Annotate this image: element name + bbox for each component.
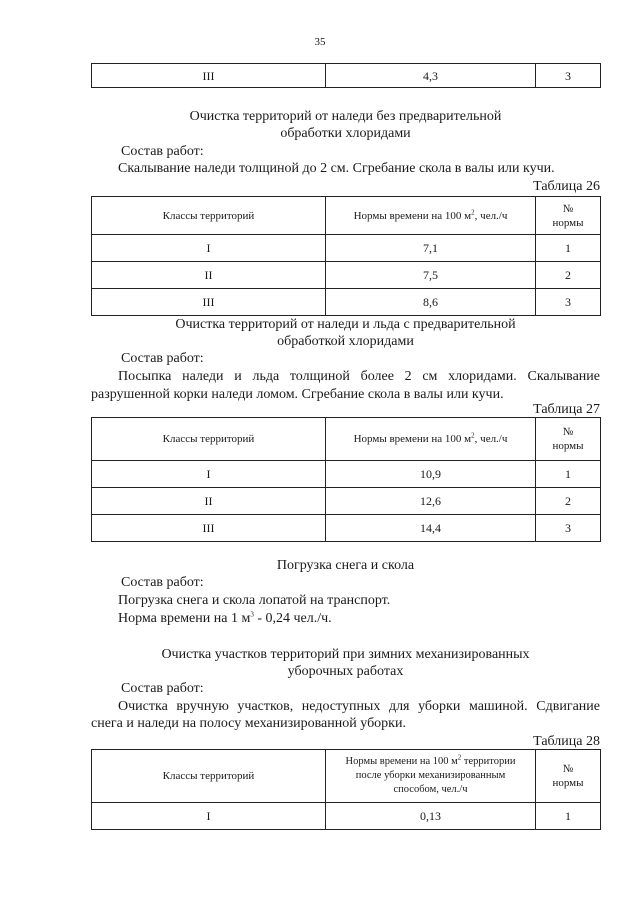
page-number: 35 (314, 36, 326, 48)
table-cell: 3 (536, 64, 601, 88)
table-27 (91, 417, 601, 542)
table-26 (91, 196, 601, 316)
section-title: уборочных работах (287, 664, 404, 679)
top-table (91, 63, 601, 88)
composition-label: Состав работ: (121, 575, 204, 590)
table-header-row (92, 750, 601, 803)
table-label: Таблица 27 (533, 402, 600, 417)
table-cell: 10,9 (326, 461, 536, 488)
table-28 (91, 749, 601, 830)
table-cell: 4,3 (326, 64, 536, 88)
table-row (92, 461, 601, 488)
section-title: Очистка территорий от наледи и льда с предварительной (175, 317, 516, 332)
table-cell: I (92, 461, 326, 488)
table-cell: 3 (536, 515, 601, 542)
work-description: снега и наледи на полосу механизированной уборки. (91, 716, 406, 731)
section-title: обработкой хлоридами (277, 334, 414, 349)
table-cell: 1 (536, 461, 601, 488)
table-cell: 1 (536, 235, 601, 262)
table-row (92, 803, 601, 830)
column-header: Классы территорий (92, 750, 326, 803)
table-cell: 0,13 (326, 803, 536, 830)
composition-label: Состав работ: (121, 351, 204, 366)
table-cell: I (92, 803, 326, 830)
column-header: № нормы (536, 418, 601, 461)
table-header-row (92, 197, 601, 235)
table-cell: III (92, 289, 326, 316)
table-row (92, 488, 601, 515)
table-cell: 2 (536, 262, 601, 289)
table-label: Таблица 28 (533, 734, 600, 749)
table-cell: 2 (536, 488, 601, 515)
work-description: Погрузка снега и скола лопатой на транспорт. (118, 593, 391, 608)
section-title: Очистка территорий от наледи без предварительной (189, 109, 502, 124)
section-title: Очистка участков территорий при зимних механизированных (161, 647, 530, 662)
work-description: разрушенной корки наледи ломом. Сгребание скола в валы или кучи. (91, 387, 504, 402)
time-norm: Норма времени на 1 $м^3 - 0,24$ чел./ч. (118, 610, 332, 626)
table-cell: I (92, 235, 326, 262)
table-cell: III (92, 64, 326, 88)
table-cell: 7,5 (326, 262, 536, 289)
table-cell: 3 (536, 289, 601, 316)
column-header: № нормы (536, 197, 601, 235)
column-header: Нормы времени на 100 $м^2$, чел./ч (326, 197, 536, 235)
column-header: Нормы времени на 100 $м^2$, чел./ч (326, 418, 536, 461)
table-cell: 1 (536, 803, 601, 830)
table-row (92, 515, 601, 542)
section-title: обработки хлоридами (280, 126, 411, 141)
table-row (92, 64, 601, 88)
work-description: Очистка вручную участков, недоступных для уборки машиной. Сдвигание (118, 699, 600, 714)
table-cell: II (92, 262, 326, 289)
table-cell: 12,6 (326, 488, 536, 515)
table-row (92, 262, 601, 289)
table-cell: II (92, 488, 326, 515)
table-cell: 8,6 (326, 289, 536, 316)
column-header: № нормы (536, 750, 601, 803)
work-description: Посыпка наледи и льда толщиной более 2 см хлоридами. Скалывание (118, 369, 600, 384)
column-header: Классы территорий (92, 418, 326, 461)
table-row (92, 235, 601, 262)
table-cell: III (92, 515, 326, 542)
composition-label: Состав работ: (121, 144, 204, 159)
composition-label: Состав работ: (121, 681, 204, 696)
section-title: Погрузка снега и скола (276, 558, 415, 573)
table-cell: 14,4 (326, 515, 536, 542)
table-header-row (92, 418, 601, 461)
table-row (92, 289, 601, 316)
work-description: Скалывание наледи толщиной до 2 см. Сгребание скола в валы или кучи. (118, 161, 555, 176)
column-header: Нормы времени на 100 $м^2$ территории после уборки механизированным способом, чел./ч (326, 750, 536, 803)
table-cell: 7,1 (326, 235, 536, 262)
table-label: Таблица 26 (533, 179, 600, 194)
column-header: Классы территорий (92, 197, 326, 235)
